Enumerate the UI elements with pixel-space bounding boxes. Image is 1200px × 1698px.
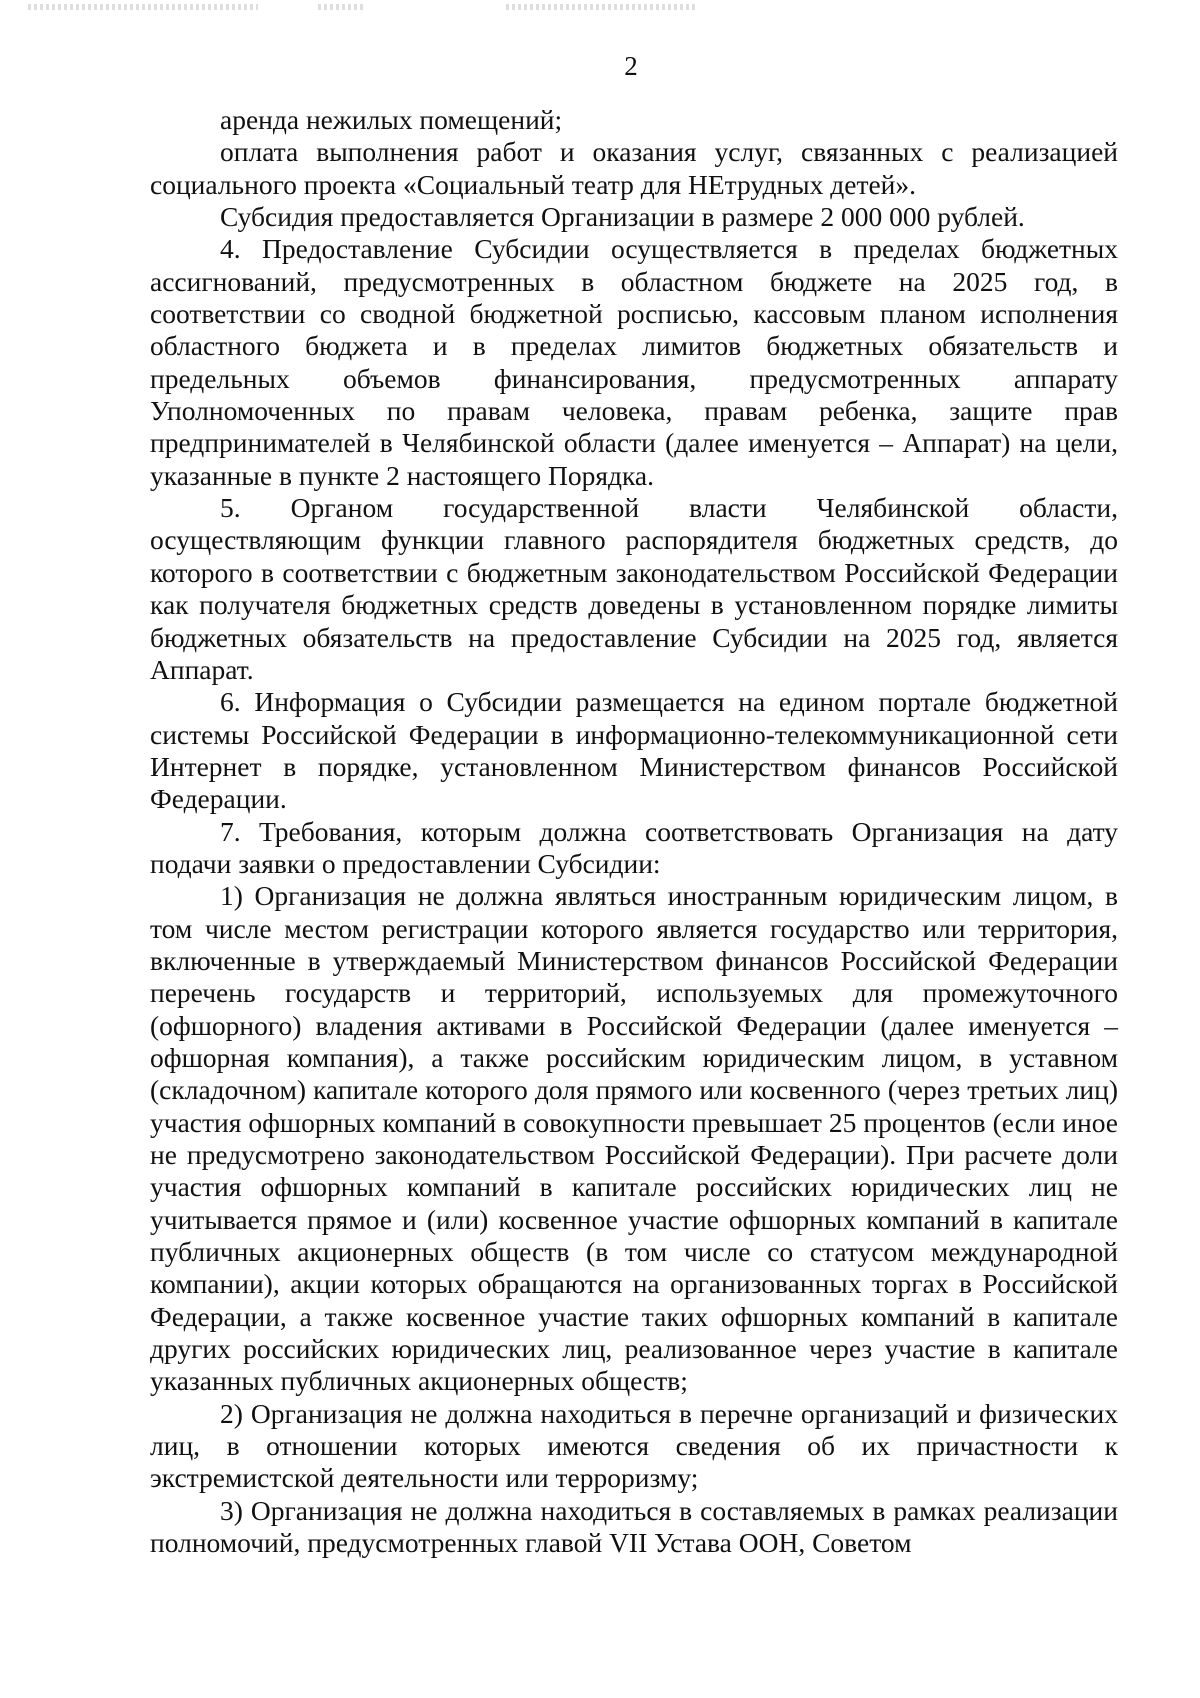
paragraph-subitem-2: 2) Организация не должна находиться в перечне организаций и физических лиц, в отношении которых имеются сведения об их причастности к экстремистской деятельности или терроризму; xyxy=(150,1397,1118,1494)
document-body xyxy=(150,104,1118,1559)
scan-artifact xyxy=(28,4,258,10)
page-number: 2 xyxy=(624,51,638,81)
scan-artifact xyxy=(318,4,366,10)
scan-artifact xyxy=(506,4,696,10)
paragraph-lease: аренда нежилых помещений; xyxy=(220,104,563,135)
paragraph-subsidy-amount: Субсидия предоставляется Организации в размере 2 000 000 рублей. xyxy=(220,201,1025,233)
paragraph-subitem-3: 3) Организация не должна находиться в составляемых в рамках реализации полномочий, предусмотренных главой VII Устава ООН, Советом xyxy=(150,1494,1118,1559)
paragraph-payment: оплата выполнения работ и оказания услуг, связанных с реализацией социального проекта «Социальный театр для НЕтрудных детей». xyxy=(150,136,1118,200)
paragraph-item-7: 7. Требования, которым должна соответствовать Организация на дату подачи заявки о предоставлении Субсидии: xyxy=(150,815,1118,879)
paragraph-item-5: 5. Органом государственной власти Челябинской области, осуществляющим функции главного распорядителя бюджетных средств, до которого в соответствии с бюджетным законодательством Российской Федерации как получателя бюджетных средств доведены в установленном порядке лимиты бюджетных обязательств на предоставление Субсидии на 2025 год, является Аппарат. xyxy=(150,492,1118,685)
paragraph-item-6: 6. Информация о Субсидии размещается на едином портале бюджетной системы Российской Федерации в информационно-телекоммуникационной сети Интернет в порядке, установленном Министерством финансов Российской Федерации. xyxy=(150,686,1118,815)
paragraph-subitem-1: 1) Организация не должна являться иностранным юридическим лицом, в том числе местом регистрации которого является государство или территория, включенные в утверждаемый Министерством финансов Российской Федерации перечень государств и территорий, используемых для промежуточного (офшорного) владения активами в Российской Федерации (далее именуется – офшорная компания), а также российским юридическим лицом, в уставном (складочном) капитале которого доля прямого или косвенного (через третьих лиц) участия офшорных компаний в совокупности превышает 25 процентов (если иное не предусмотрено законодательством Российской Федерации). При расчете доли участия офшорных компаний в капитале российских юридических лиц не учитывается прямое и (или) косвенное участие офшорных компаний в капитале публичных акционерных обществ (в том числе со статусом международной компании), акции которых обращаются на организованных торгах в Российской Федерации, а также косвенное участие таких офшорных компаний в капитале других российских юридических лиц, реализованное через участие в капитале указанных публичных акционерных обществ; xyxy=(150,880,1118,1397)
paragraph-item-4: 4. Предоставление Субсидии осуществляется в пределах бюджетных ассигнований, предусмотренных в областном бюджете на 2025 год, в соответствии со сводной бюджетной росписью, кассовым планом исполнения областного бюджета и в пределах лимитов бюджетных обязательств и предельных объемов финансирования, предусмотренных аппарату Уполномоченных по правам человека, правам ребенка, защите прав предпринимателей в Челябинской области (далее именуется – Аппарат) на цели, указанные в пункте 2 настоящего Порядка. xyxy=(150,233,1118,491)
